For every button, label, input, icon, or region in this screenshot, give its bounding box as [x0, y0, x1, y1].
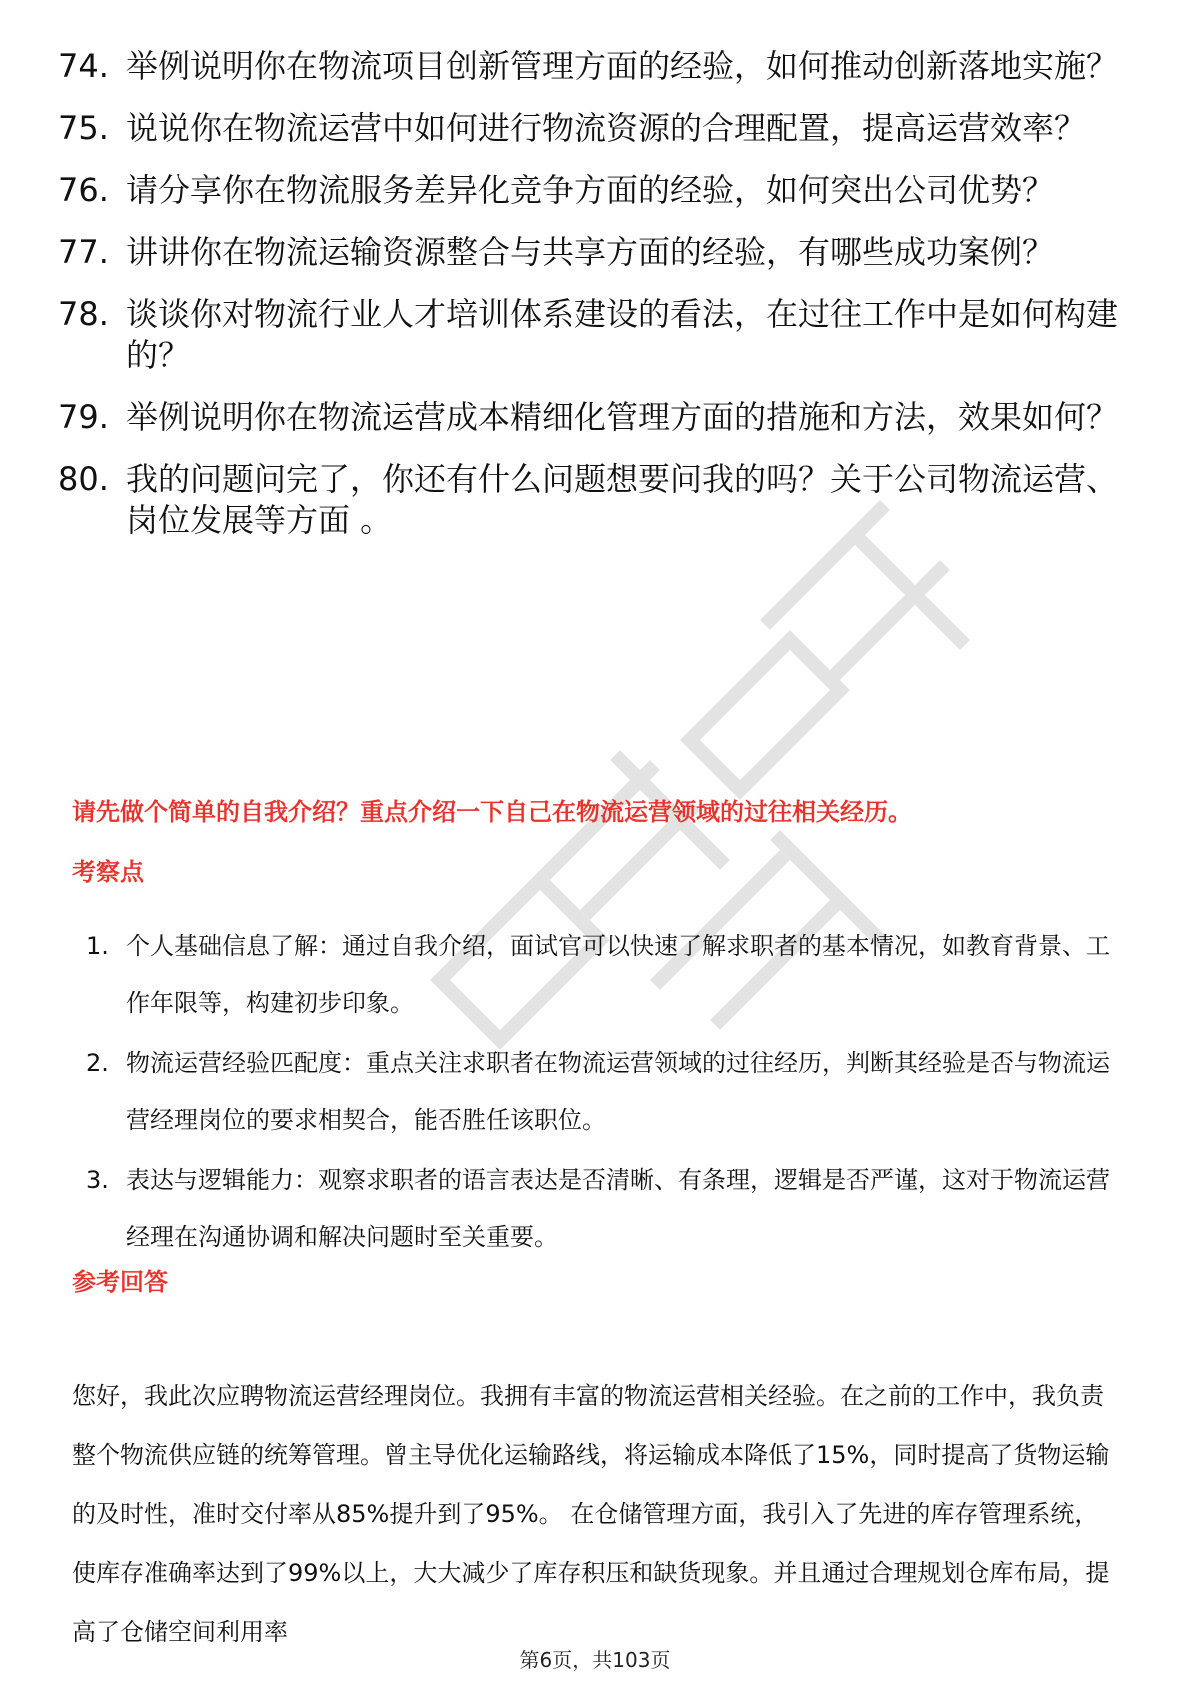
- point-item: [86, 1035, 1126, 1149]
- reference-answer-heading: 参考回答: [72, 1268, 168, 1296]
- question-item: [58, 294, 1118, 376]
- question-number: 80.: [58, 460, 109, 498]
- examine-points-list: [86, 918, 1126, 1269]
- question-item: [58, 232, 1118, 273]
- page-footer: 第6页，共103页: [519, 1648, 671, 1672]
- question-text: 我的问题问完了，你还有什么问题想要问我的吗？关于公司物流运营、岗位发展等方面 。: [126, 460, 1119, 539]
- point-text: 表达与逻辑能力：观察求职者的语言表达是否清晰、有条理，逻辑是否严谨，这对于物流运营经理在沟通协调和解决问题时至关重要。: [126, 1166, 1110, 1251]
- question-item: [58, 170, 1118, 211]
- question-number: 77.: [58, 233, 109, 271]
- point-item: [86, 918, 1126, 1032]
- question-item: [58, 459, 1118, 541]
- question-item: [58, 397, 1118, 438]
- main-question-heading: 请先做个简单的自我介绍？重点介绍一下自己在物流运营领域的过往相关经历。: [72, 798, 912, 826]
- question-number: 79.: [58, 398, 109, 436]
- point-item: [86, 1152, 1126, 1266]
- question-number: 74.: [58, 47, 109, 85]
- point-number: 1.: [86, 932, 109, 960]
- point-text: 个人基础信息了解：通过自我介绍，面试官可以快速了解求职者的基本情况，如教育背景、工作年限等，构建初步印象。: [126, 932, 1110, 1017]
- question-item: [58, 46, 1118, 87]
- question-text: 讲讲你在物流运输资源整合与共享方面的经验，有哪些成功案例？: [126, 233, 1055, 271]
- question-text: 说说你在物流运营中如何进行物流资源的合理配置，提高运营效率？: [126, 109, 1087, 147]
- question-number: 75.: [58, 109, 109, 147]
- reference-answer-text: 您好，我此次应聘物流运营经理岗位。我拥有丰富的物流运营相关经验。在之前的工作中，我负责整个物流供应链的统筹管理。曾主导优化运输路线，将运输成本降低了15%，同时提高了货物运输的及时性，准时交付率从85%提升到了95%。 在仓储管理方面，我引入了先进的库存管理系统，使库存准确率达到了99%以上，大大减少了库存积压和缺货现象。并且通过合理规划仓库布局，提高了仓储空间利用率: [72, 1382, 1110, 1646]
- question-number: 76.: [58, 171, 109, 209]
- examine-points-heading: 考察点: [72, 858, 144, 886]
- point-number: 2.: [86, 1049, 109, 1077]
- question-text: 举例说明你在物流项目创新管理方面的经验，如何推动创新落地实施？: [126, 47, 1119, 85]
- question-text: 谈谈你对物流行业人才培训体系建设的看法，在过往工作中是如何构建的？: [126, 295, 1119, 374]
- question-text: 举例说明你在物流运营成本精细化管理方面的措施和方法，效果如何？: [126, 398, 1119, 436]
- question-item: [58, 108, 1118, 149]
- point-text: 物流运营经验匹配度：重点关注求职者在物流运营领域的过往经历，判断其经验是否与物流运营经理岗位的要求相契合，能否胜任该职位。: [126, 1049, 1110, 1134]
- question-text: 请分享你在物流服务差异化竞争方面的经验，如何突出公司优势？: [126, 171, 1055, 209]
- question-list: [58, 46, 1118, 562]
- point-number: 3.: [86, 1166, 109, 1194]
- question-number: 78.: [58, 295, 109, 333]
